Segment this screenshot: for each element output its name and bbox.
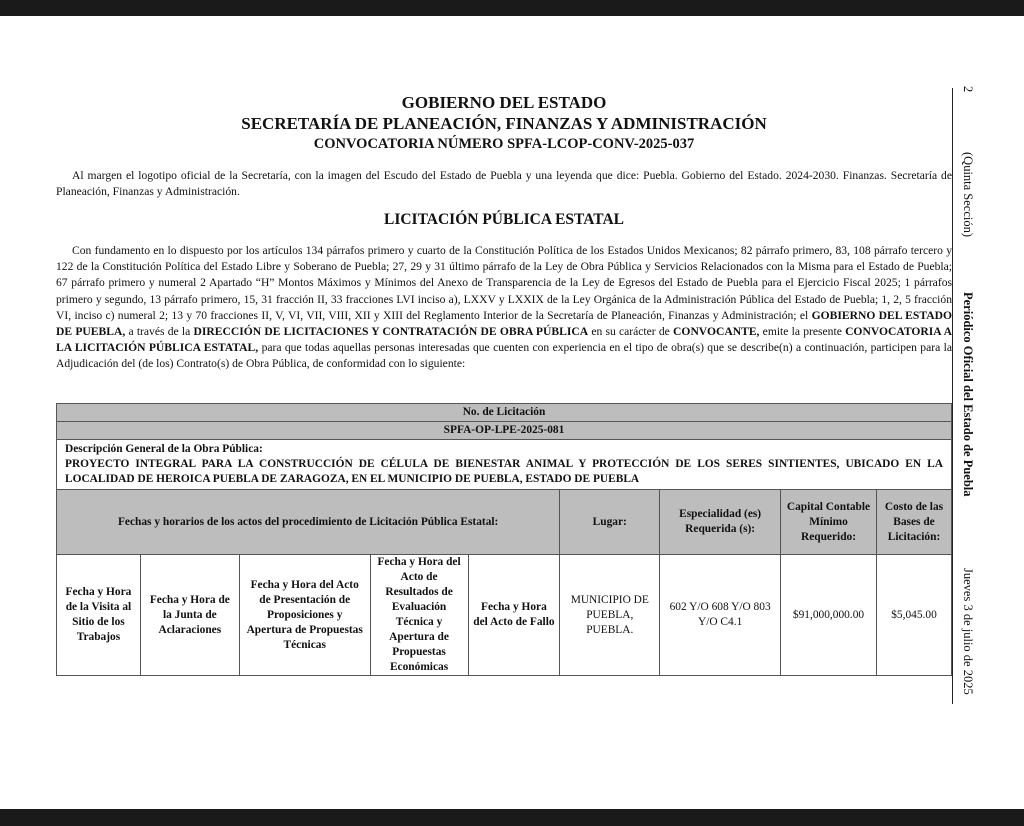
especialidad-value: 602 Y/O 608 Y/O 803 Y/O C4.1	[660, 555, 781, 676]
visita-cell: Fecha y Hora de la Visita al Sitio de los Trabajos	[57, 555, 141, 676]
capital-header: Capital Contable Mínimo Requerido:	[781, 490, 877, 555]
description-row	[57, 440, 952, 490]
licitacion-number-row	[57, 422, 952, 440]
page-number: 2	[961, 86, 975, 93]
government-title: GOBIERNO DEL ESTADO	[401, 93, 607, 112]
junta-cell: Fecha y Hora de la Junta de Aclaraciones	[140, 555, 239, 676]
publication-date: Jueves 3 de julio de 2025	[961, 568, 975, 695]
body-text-4: emite la presente	[762, 325, 842, 339]
costo-value: $5,045.00	[876, 555, 951, 676]
convocatoria-number: CONVOCATORIA NÚMERO SPFA-LCOP-CONV-2025-037	[313, 136, 695, 152]
description-label: Descripción General de la Obra Pública:	[65, 443, 263, 455]
fechas-header: Fechas y horarios de los actos del procedimiento de Licitación Pública Estatal:	[57, 490, 560, 555]
section-title: LICITACIÓN PÚBLICA ESTATAL	[383, 211, 624, 228]
resultados-cell: Fecha y Hora del Acto de Resultados de Evaluación Técnica y Apertura de Propuestas Económicas	[370, 555, 468, 676]
costo-header: Costo de las Bases de Licitación:	[876, 490, 951, 555]
body-bold-1: GOBIERNO DEL ESTADO DE PUEBLA,	[56, 308, 952, 339]
column-header-row	[57, 490, 952, 555]
description-value: PROYECTO INTEGRAL PARA LA CONSTRUCCIÓN DE CÉLULA DE BIENESTAR ANIMAL Y PROTECCIÓN DE LOS SERES SINTIENTES, UBICADO EN LA LOCALIDAD DE HEROICA PUEBLA DE ZARAGOZA, EN EL MUNICIPIO DE PUEBLA, ESTADO DE PUEBLA	[65, 458, 943, 485]
body-paragraph	[56, 243, 952, 373]
publication-title: Periódico Oficial del Estado de Puebla	[961, 292, 975, 497]
lugar-value: MUNICIPIO DE PUEBLA, PUEBLA.	[560, 555, 660, 676]
fallo-cell: Fecha y Hora del Acto de Fallo	[468, 555, 560, 676]
body-text-3: en su carácter de	[591, 325, 670, 339]
side-divider	[952, 88, 953, 704]
body-bold-2: DIRECCIÓN DE LICITACIONES Y CONTRATACIÓN DE OBRA PÚBLICA	[193, 325, 589, 339]
lugar-header: Lugar:	[560, 490, 660, 555]
body-text-5: para que todas aquellas personas interesadas que cuenten con experiencia en el tipo de obra(s) que se describe(n) a continuación, participen para la Adjudicación del (de los) Contrato(s) de Obra Pública, de conformidad con lo siguiente:	[56, 341, 952, 371]
body-text-2: a través de la	[128, 325, 191, 339]
especialidad-header: Especialidad (es) Requerida (s):	[660, 490, 781, 555]
body-text-1: Con fundamento en lo dispuesto por los artículos 134 párrafos primero y cuarto de la Constitución Política de los Estados Unidos Mexicanos; 82 párrafo primero, 83, 108 párrafo tercero y 122 de la Constitución Política del Estado Libre y Soberano de Puebla; 27, 29 y 31 último párrafo de la Ley de Obra Pública y Servicios Relacionados con la Misma para el Estado de Puebla; 67 párrafo primero y numeral 2 Apartado “H” Montos Máximos y Mínimos del Anexo de Transparencia de la Ley de Egresos del Estado de Puebla para el Ejercicio Fiscal 2025; 1 párrafos primero y segundo, 13 párrafo primero, 15, 31 fracción II, 33 fracciones LVI inciso a), LXXV y LXXIX de la Ley Orgánica de la Administración Pública del Estado de Puebla; 1, 2, 5 fracción VI, inciso c) numeral 2; 13 y 70 fracciones II, V, VI, VII, VIII, XII y XIII del Reglamento Interior de la Secretaría de Planeación, Finanzas y Administración; el	[56, 244, 952, 322]
licitacion-table	[56, 403, 952, 676]
body-bold-3: CONVOCANTE,	[673, 325, 760, 339]
intro-paragraph	[56, 168, 952, 200]
licitacion-number-value: SPFA-OP-LPE-2025-081	[57, 422, 952, 440]
capital-value: $91,000,000.00	[781, 555, 877, 676]
data-row	[57, 555, 952, 676]
secretariat-title: SECRETARÍA DE PLANEACIÓN, FINANZAS Y ADMINISTRACIÓN	[241, 114, 767, 133]
document-header	[56, 92, 952, 134]
licitacion-number-label: No. de Licitación	[57, 404, 952, 422]
intro-text: Al margen el logotipo oficial de la Secretaría, con la imagen del Escudo del Estado de Puebla y una leyenda que dice: Puebla. Gobierno del Estado. 2024-2030. Finanzas. Secretaría de Planeación, Finanzas y Administración.	[56, 169, 952, 199]
section-label: (Quinta Sección)	[961, 152, 975, 238]
body-bold-4: CONVOCATORIA A LA LICITACIÓN PÚBLICA ESTATAL,	[56, 325, 952, 355]
presentacion-cell: Fecha y Hora del Acto de Presentación de Proposiciones y Apertura de Propuestas Técnicas	[239, 555, 370, 676]
licitacion-number-header-row	[57, 404, 952, 422]
